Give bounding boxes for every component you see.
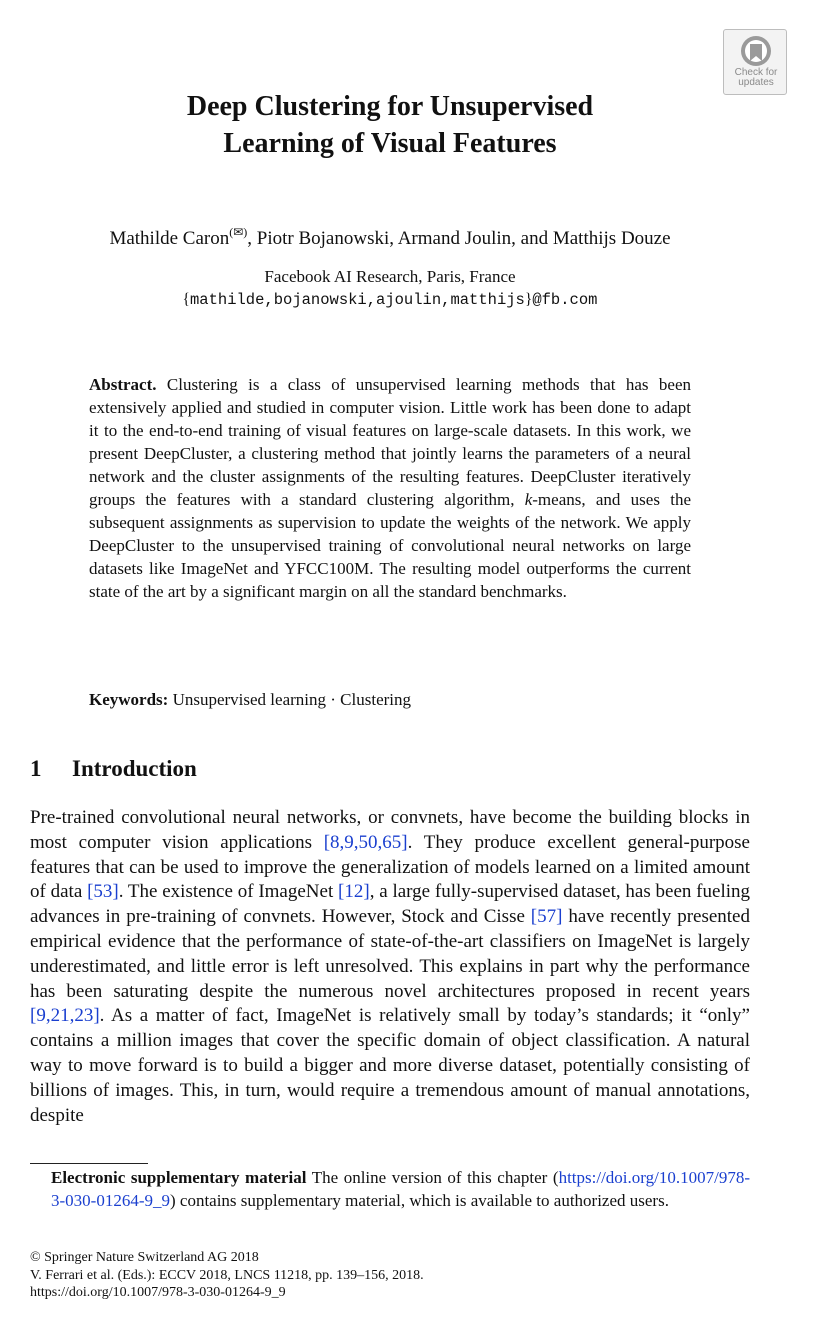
citation-link[interactable]: [8,9,50,65] xyxy=(323,831,408,853)
abstract xyxy=(89,373,691,603)
title-line-2: Learning of Visual Features xyxy=(223,128,557,159)
section-title: Introduction xyxy=(72,756,197,781)
check-for-updates-badge[interactable] xyxy=(723,29,787,95)
badge-line-1: Check for xyxy=(734,67,778,78)
author-rest: , Piotr Bojanowski, Armand Joulin, and Matthijs Douze xyxy=(247,228,671,249)
author-first: Mathilde Caron xyxy=(109,228,230,249)
footnote-divider xyxy=(30,1163,148,1164)
footnote-label: Electronic supplementary material xyxy=(51,1168,307,1187)
keywords-text: Unsupervised learning · Clustering xyxy=(168,690,412,709)
email-names: mathilde,bojanowski,ajoulin,matthijs xyxy=(190,291,525,309)
citation-link[interactable]: [57] xyxy=(530,906,563,928)
copyright-line: © Springer Nature Switzerland AG 2018 xyxy=(30,1250,259,1265)
section-heading-introduction xyxy=(30,754,197,784)
email-brace-close: } xyxy=(524,291,533,308)
citation-link[interactable]: [53] xyxy=(87,881,119,903)
proceedings-citation: V. Ferrari et al. (Eds.): ECCV 2018, LNCS 11218, pp. 139–156, 2018. xyxy=(30,1267,424,1283)
author-emails xyxy=(0,289,780,311)
keywords-label: Keywords: xyxy=(89,690,169,709)
intro-text-6: . As a matter of fact, ImageNet is relatively small by today’s standards; it “only” contains a million images that cover the specific domain of object classification. A natural way to move forward is to build a bigger and more diverse dataset, potentially consisting of billions of images. This, in turn, would require a tremendous amount of manual annotations, despite xyxy=(30,1005,750,1126)
intro-text-1: Pre-trained convolutional neural networks, or convnets, have become the building blocks in most computer vision applications xyxy=(30,807,750,853)
citation-link[interactable]: [12] xyxy=(338,881,370,903)
citation-link[interactable]: [9,21,23] xyxy=(30,1005,100,1027)
abstract-text-part-2: -means, and uses the subsequent assignments as supervision to update the weights of the network. We apply DeepCluster to the unsupervised training of convolutional neural networks on large datasets like ImageNet and YFCC100M. The resulting model outperforms the current state of the art by a significant margin on all the standard benchmarks. xyxy=(89,490,691,601)
footnote-text-1: The online version of this chapter ( xyxy=(306,1168,559,1187)
badge-label xyxy=(724,68,788,88)
abstract-label: Abstract. xyxy=(89,375,157,394)
supplementary-footnote xyxy=(51,1167,750,1212)
affiliation: Facebook AI Research, Paris, France xyxy=(264,267,516,286)
corresponding-author-envelope-icon: (✉) xyxy=(229,225,248,239)
abstract-k-symbol: k xyxy=(524,490,533,509)
supplementary-url-link[interactable]: https://doi.org/10.1007/978-3-030-01264-9_9 xyxy=(51,1168,750,1210)
crossmark-icon xyxy=(736,34,776,68)
footnote-text-2: ) contains supplementary material, which is available to authorized users. xyxy=(169,1190,669,1210)
paper-title xyxy=(0,88,780,162)
introduction-paragraph xyxy=(30,806,750,1128)
copyright-block xyxy=(30,1249,424,1302)
intro-text-4: , a large fully-supervised dataset, has been fueling advances in pre-training of convnets. However, Stock and Cisse xyxy=(30,881,750,928)
abstract-text-part-1: Clustering is a class of unsupervised learning methods that has been extensively applied and studied in computer vision. Little work has been done to adapt it to the end-to-end training of visual features on large-scale datasets. In this work, we present DeepCluster, a clustering method that jointly learns the parameters of a neural network and the cluster assignments of the resulting features. DeepCluster iteratively groups the features with a standard clustering algorithm, xyxy=(89,375,691,509)
email-brace-open: { xyxy=(182,291,190,308)
author-list xyxy=(0,219,780,252)
title-line-1: Deep Clustering for Unsupervised xyxy=(186,91,594,122)
section-number: 1 xyxy=(30,756,42,781)
intro-text-3: . The existence of ImageNet xyxy=(118,881,339,903)
intro-text-5: have recently presented empirical evidence that the performance of state-of-the-art classifiers on ImageNet is largely underestimated, and little error is left unresolved. This explains in part why the performance has been saturating despite the numerous novel architectures proposed in recent years xyxy=(30,906,750,1002)
badge-line-2: updates xyxy=(738,77,774,88)
intro-text-2: . They produce excellent general-purpose features that can be used to improve the generalization of models learned on a limited amount of data xyxy=(30,831,750,903)
email-domain: @fb.com xyxy=(532,291,598,309)
keywords xyxy=(89,688,691,711)
doi-link[interactable]: https://doi.org/10.1007/978-3-030-01264-9_9 xyxy=(30,1285,286,1300)
